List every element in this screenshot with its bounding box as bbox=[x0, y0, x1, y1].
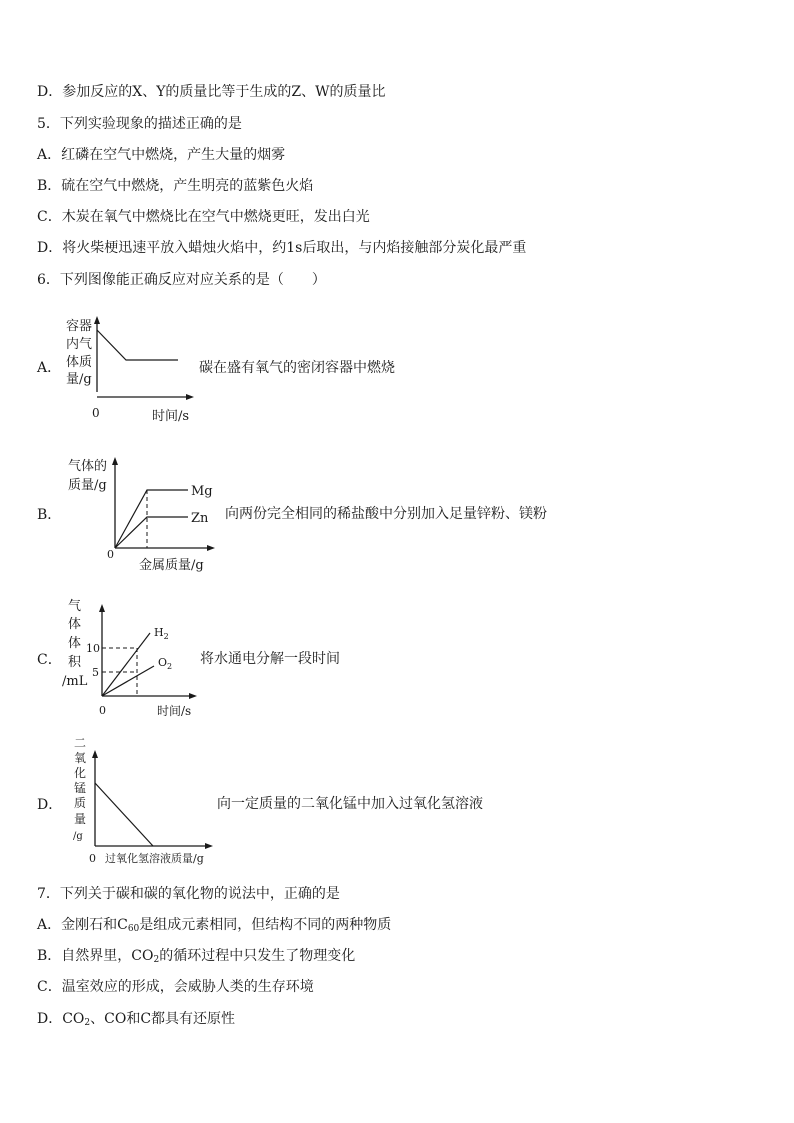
graph-d-ylabel-7: /g bbox=[73, 831, 83, 842]
graph-c-o2-line bbox=[102, 666, 154, 696]
graph-c-tick-5: 5 bbox=[92, 666, 99, 679]
graph-a-ylabel-2: 内气 bbox=[66, 337, 93, 352]
graph-a-ylabel-3: 体质 bbox=[66, 355, 93, 370]
graph-d-ylabel-2: 氧 bbox=[74, 751, 87, 765]
q7-option-c: C．温室效应的形成，会威胁人类的生存环境 bbox=[37, 979, 314, 995]
graph-c-xlabel: 时间/s bbox=[157, 704, 192, 718]
graph-c-h2-label: $H_2$ bbox=[154, 626, 169, 641]
q7-option-a: A．金刚石和$C_{60}$是组成元素相同，但结构不同的两种物质 bbox=[37, 917, 392, 934]
q6-option-d-desc: 向一定质量的二氧化锰中加入过氧化氢溶液 bbox=[217, 796, 483, 812]
q6-option-c-label: C． bbox=[37, 652, 62, 668]
q6-option-a-desc: 碳在盛有氧气的密闭容器中燃烧 bbox=[199, 360, 395, 376]
q6-option-c-desc: 将水通电分解一段时间 bbox=[200, 651, 340, 667]
graph-c-ylabel-3: 体 bbox=[68, 636, 82, 651]
graph-a-xlabel: 时间/s bbox=[152, 409, 190, 424]
graph-b-origin: 0 bbox=[107, 548, 114, 561]
question-7-stem: 7．下列关于碳和碳的氧化物的说法中，正确的是 bbox=[37, 886, 340, 902]
q5-option-d: D．将火柴梗迅速平放入蜡烛火焰中，约1s后取出，与内焰接触部分炭化最严重 bbox=[37, 240, 527, 256]
graph-c-o2-label: $O_2$ bbox=[158, 656, 173, 671]
q5-option-a: A．红磷在空气中燃烧，产生大量的烟雾 bbox=[37, 147, 286, 163]
graph-c-tick-10: 10 bbox=[86, 642, 100, 655]
graph-b-ylabel-2: 质量/g bbox=[68, 478, 107, 493]
graph-d-ylabel-1: 二 bbox=[74, 736, 87, 750]
graph-d-ylabel-4: 锰 bbox=[74, 781, 87, 795]
graph-d bbox=[60, 735, 220, 870]
q7-option-d: D．$CO_2$、CO和C都具有还原性 bbox=[37, 1011, 236, 1028]
graph-b-mg-line bbox=[115, 490, 188, 548]
graph-d-origin: 0 bbox=[89, 852, 96, 865]
graph-a-ylabel-4: 量/g bbox=[66, 372, 92, 387]
question-6-stem: 6．下列图像能正确反应对应关系的是（ ） bbox=[37, 272, 326, 288]
graph-d-xlabel: 过氧化氢溶液质量/g bbox=[105, 852, 204, 865]
question-5-stem: 5．下列实验现象的描述正确的是 bbox=[37, 116, 242, 132]
graph-b bbox=[60, 450, 225, 575]
graph-b-zn-line bbox=[115, 517, 188, 548]
q5-option-b: B．硫在空气中燃烧，产生明亮的蓝紫色火焰 bbox=[37, 178, 314, 194]
graph-a-origin: 0 bbox=[92, 406, 100, 420]
q6-option-d-label: D． bbox=[37, 797, 63, 813]
q5-option-c: C．木炭在氧气中燃烧比在空气中燃烧更旺，发出白光 bbox=[37, 209, 370, 225]
q7-option-b: B．自然界里，$CO_2$的循环过程中只发生了物理变化 bbox=[37, 948, 356, 965]
graph-d-ylabel-6: 量 bbox=[74, 812, 87, 826]
graph-d-ylabel-5: 质 bbox=[74, 796, 87, 810]
graph-b-zn-label: Zn bbox=[191, 511, 209, 526]
q6-option-b-desc: 向两份完全相同的稀盐酸中分别加入足量锌粉、镁粉 bbox=[225, 506, 547, 522]
graph-a bbox=[60, 312, 200, 427]
q4-option-d: D．参加反应的X、Y的质量比等于生成的Z、W的质量比 bbox=[37, 84, 386, 100]
graph-d-line bbox=[95, 783, 153, 846]
graph-c-h2-line bbox=[102, 633, 150, 696]
graph-c-ylabel-5: /mL bbox=[62, 674, 88, 689]
q6-option-b-label: B． bbox=[37, 507, 62, 523]
graph-c bbox=[60, 595, 200, 720]
q6-option-a-label: A． bbox=[37, 360, 62, 376]
graph-c-ylabel-1: 气 bbox=[68, 599, 82, 614]
graph-d-ylabel-3: 化 bbox=[74, 766, 87, 780]
graph-b-ylabel-1: 气体的 bbox=[68, 459, 108, 474]
graph-c-origin: 0 bbox=[99, 704, 106, 717]
graph-a-ylabel-1: 容器 bbox=[66, 319, 93, 334]
graph-a-curve bbox=[97, 330, 178, 360]
graph-c-ylabel-4: 积 bbox=[68, 655, 82, 670]
graph-b-mg-label: Mg bbox=[191, 484, 213, 499]
graph-c-ylabel-2: 体 bbox=[68, 617, 82, 632]
graph-b-xlabel: 金属质量/g bbox=[139, 558, 204, 573]
